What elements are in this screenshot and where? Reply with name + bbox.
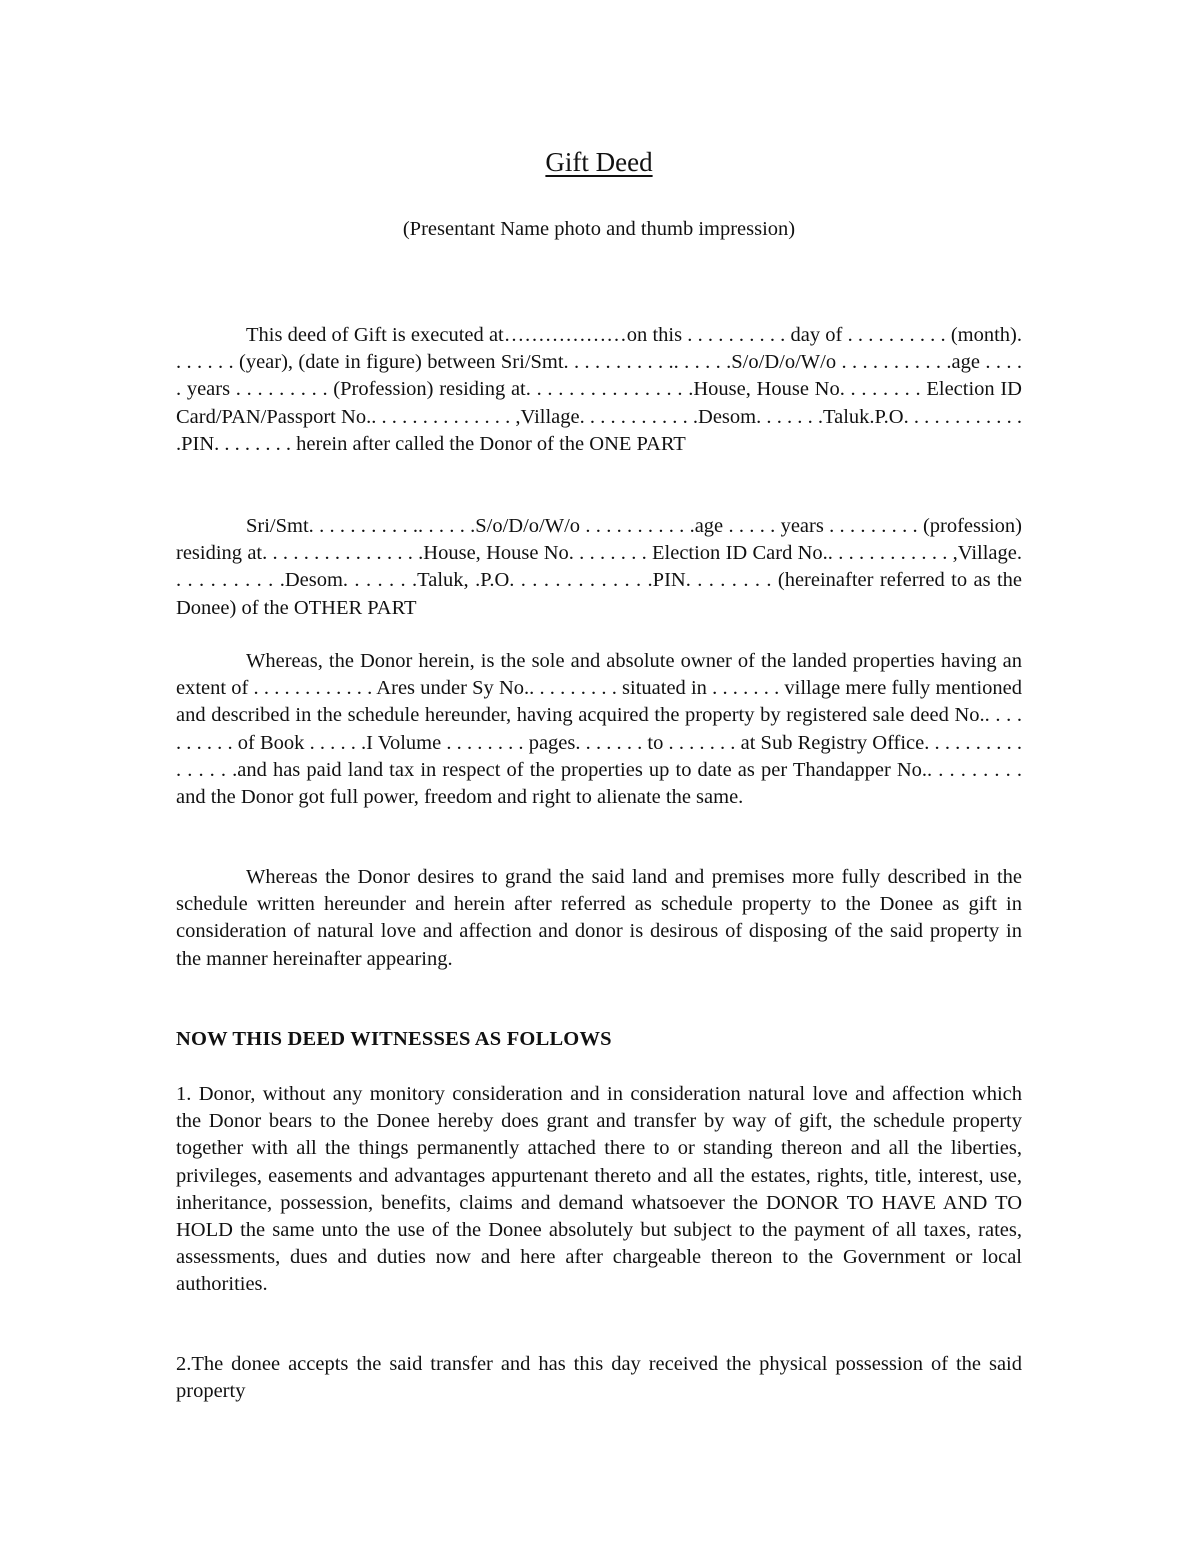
document-title: Gift Deed — [545, 147, 653, 177]
witnesses-heading: NOW THIS DEED WITNESSES AS FOLLOWS — [176, 1028, 612, 1050]
ownership-paragraph: Whereas, the Donor herein, is the sole and absolute owner of the landed properties having an extent of . . . . . . . . . . . . Ares under Sy No.. . . . . . . . . situated in . . . . . . . village mere fully mentioned and described in the schedule hereunder, having acquired the property by registered sale deed No.. . . . . . . . . . of Book . . . . . .I Volume . . . . . . . . pages. . . . . . . to . . . . . . . at Sub Registry Office. . . . . . . . . . . . . . . .and has paid land tax in respect of the properties up to date as per Thandapper No.. . . . . . . . . and the Donor got full power, freedom and right to alienate the same. — [176, 650, 1022, 809]
document-subtitle: (Presentant Name photo and thumb impression) — [402, 218, 796, 240]
donee-paragraph: Sri/Smt. . . . . . . . . . .. . . . . .S/o/D/o/W/o . . . . . . . . . . .age . . . . . years . . . . . . . . . (profession) residing at. . . . . . . . . . . . . . . .House, House No. . . . . . . . Election ID Card No.. . . . . . . . . . . . ,Village. . . . . . . . . . .Desom. . . . . . .Taluk, .P.O. . . . . . . . . . . . .PIN. . . . . . . . (hereinafter referred to as the Donee) of the OTHER PART — [176, 515, 1022, 619]
donor-paragraph: This deed of Gift is executed at………………on this . . . . . . . . . . day of . . . . . . . . . . (month). . . . . . . (year), (date in figure) between Sri/Smt. . . . . . . . . . .. . . . . .S/o/D/o/W/o . . . . . . . . . . .age . . . . . years . . . . . . . . . (Profession) residing at. . . . . . . . . . . . . . . .House, House No. . . . . . . . Election ID Card/PAN/Passport No.. . . . . . . . . . . . . . ,Village. . . . . . . . . . . .Desom. . . . . . .Taluk.P.O. . . . . . . . . . . . .PIN. . . . . . . . herein after called the Donor of the ONE PART — [176, 324, 1022, 455]
clause-2: 2.The donee accepts the said transfer and has this day received the physical possession of the said property — [176, 1353, 1022, 1403]
gift-intent-paragraph: Whereas the Donor desires to grand the said land and premises more fully described in the schedule written hereunder and herein after referred as schedule property to the Donee as gift in consideration of natural love and affection and donor is desirous of disposing of the said property in the manner hereinafter appearing. — [176, 866, 1022, 970]
clause-1: 1. Donor, without any monitory consideration and in consideration natural love and affection which the Donor bears to the Donee hereby does grant and transfer by way of gift, the schedule property together with all the things permanently attached there to or standing thereon and all the liberties, privileges, easements and advantages appurtenant thereto and all the estates, rights, title, interest, use, inheritance, possession, benefits, claims and demand whatsoever the DONOR TO HAVE AND TO HOLD the same unto the use of the Donee absolutely but subject to the payment of all taxes, rates, assessments, dues and duties now and here after chargeable thereon to the Government or local authorities. — [176, 1083, 1022, 1296]
